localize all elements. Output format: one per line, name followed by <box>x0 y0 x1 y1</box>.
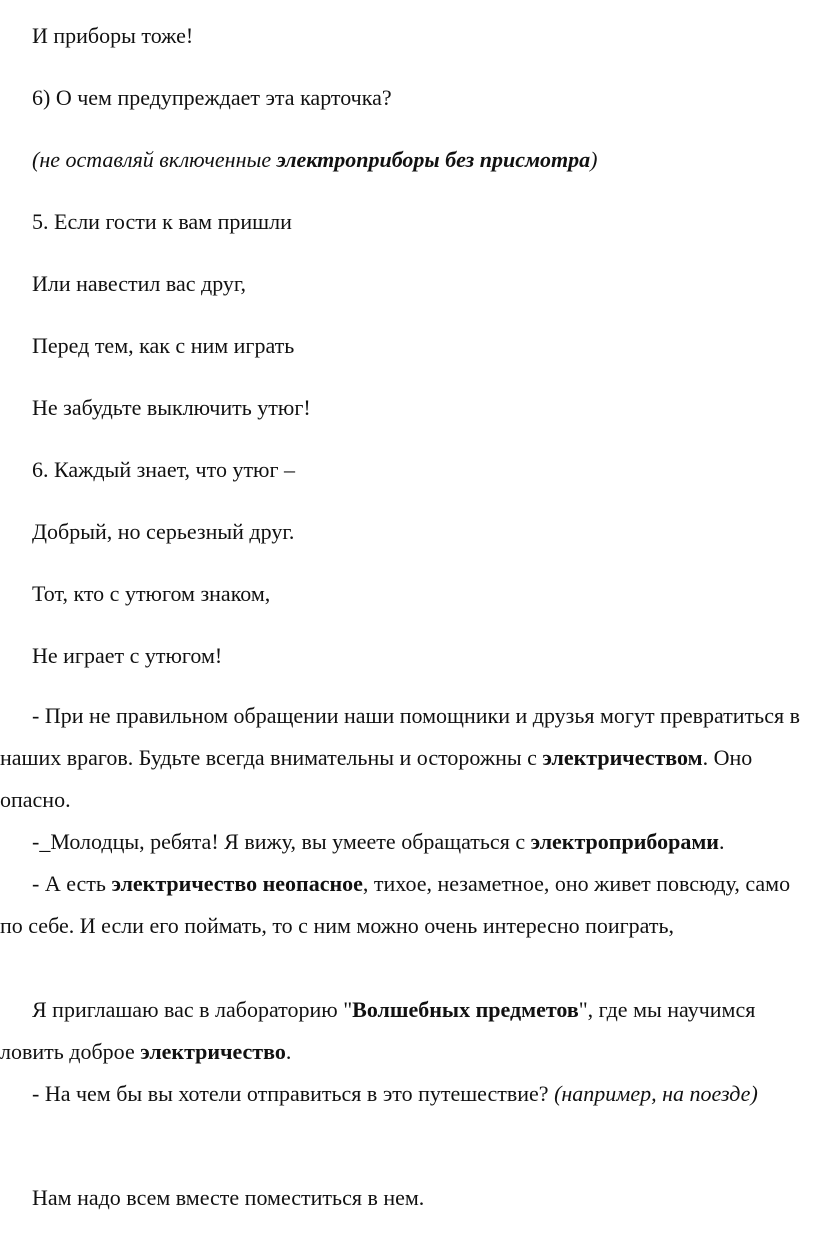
answer-hint-text: (не оставляй включенные <box>32 147 277 172</box>
question-line: 6) О чем предупреждает эта карточка? <box>32 85 392 110</box>
answer-hint-bold: электроприборы без присмотра <box>276 147 591 172</box>
paragraph-text: - А есть <box>32 871 112 896</box>
paragraph-bold: электричеством <box>542 745 703 770</box>
poem-line: 5. Если гости к вам пришли <box>32 209 292 234</box>
paragraph-praise <box>0 821 806 863</box>
paragraph-journey <box>0 1073 806 1115</box>
answer-hint <box>32 146 597 174</box>
paragraph-laboratory <box>0 989 806 1073</box>
paragraph-text: - На чем бы вы хотели отправиться в это путешествие? <box>32 1081 555 1106</box>
paragraph-safe-electricity <box>0 863 806 947</box>
text-line: Нам надо всем вместе поместиться в нем. <box>32 1185 425 1210</box>
paragraph-bold: электричество неопасное <box>111 871 363 896</box>
paragraph-text: Я приглашаю вас в лабораторию " <box>32 997 353 1022</box>
poem-line: Не играет с утюгом! <box>32 643 223 668</box>
paragraph-bold: электричество <box>140 1039 286 1064</box>
paragraph-text: . <box>718 829 725 854</box>
answer-hint-close: ) <box>590 147 598 172</box>
paragraph-text: ", где мы научимся ловить доброе <box>0 997 756 1064</box>
paragraph-bold: Волшебных предметов <box>352 997 579 1022</box>
poem-line: Перед тем, как с ним играть <box>32 333 295 358</box>
poem-line: Тот, кто с утюгом знаком, <box>32 581 271 606</box>
paragraph-italic: (например, на поезде) <box>554 1081 758 1106</box>
paragraph-text: - При не правильном обращении наши помощники и друзья могут превратиться в наших врагов. Будьте всегда внимательны и осторожны с <box>0 703 800 770</box>
poem-line: 6. Каждый знает, что утюг – <box>32 457 296 482</box>
paragraph-bold: электроприборами <box>530 829 719 854</box>
paragraph-text: , тихое, незаметное, оно живет повсюду, само по себе. И если его поймать, то с ним можно очень интересно поиграть, <box>0 871 791 938</box>
poem-line: Или навестил вас друг, <box>32 271 246 296</box>
paragraph-text: . Оно опасно. <box>0 745 753 812</box>
paragraph-text: -_Молодцы, ребята! Я вижу, вы умеете обращаться с <box>32 829 531 854</box>
poem-line: Добрый, но серьезный друг. <box>32 519 295 544</box>
paragraph-text: . <box>285 1039 292 1064</box>
text-line: И приборы тоже! <box>32 23 194 48</box>
paragraph-danger <box>0 695 806 821</box>
poem-line: Не забудьте выключить утюг! <box>32 395 311 420</box>
